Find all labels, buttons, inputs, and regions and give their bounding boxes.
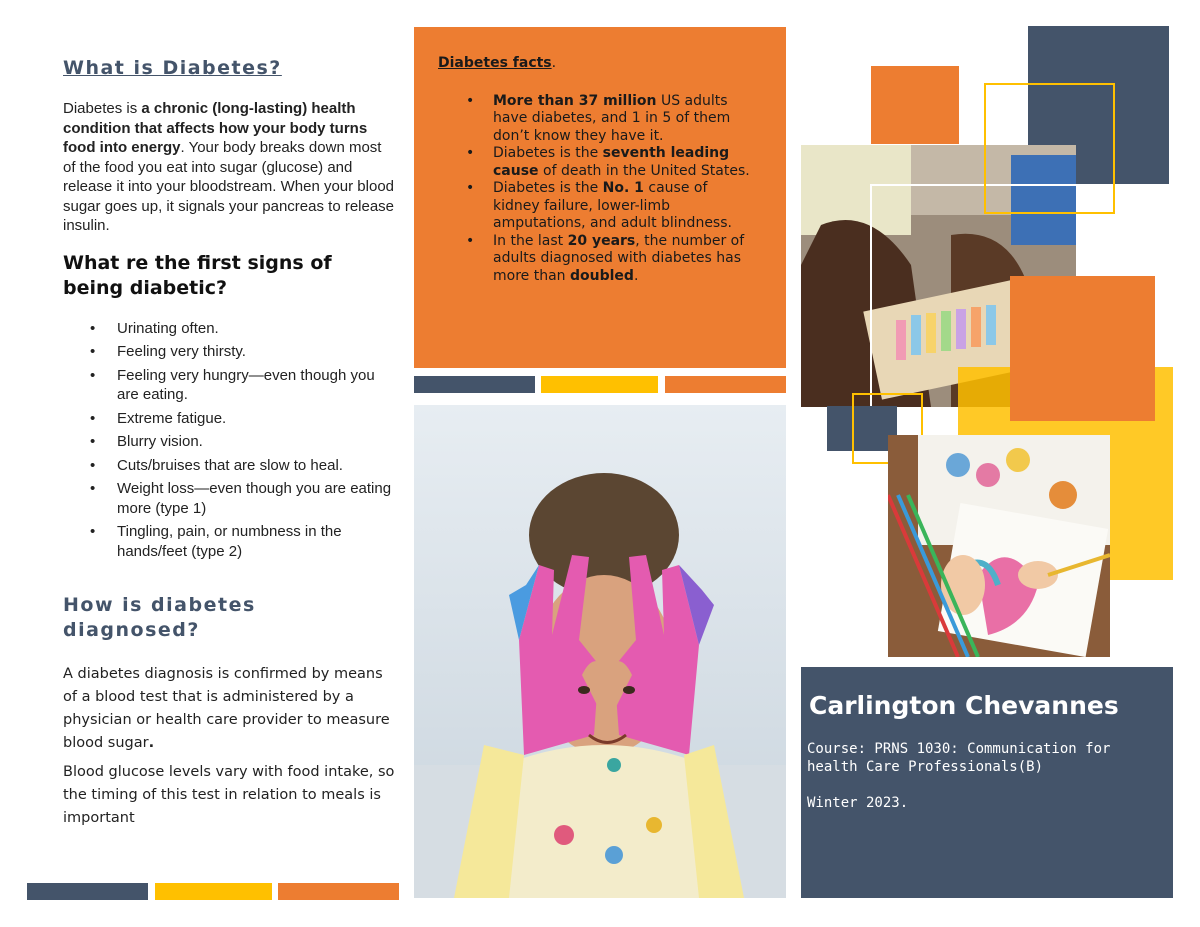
orange-bar [278, 883, 399, 900]
facts-title: Diabetes facts [438, 55, 552, 71]
sign-text: Blurry vision. [117, 433, 203, 450]
sign-text: Feeling very thirsty. [117, 343, 246, 360]
facts-title-period: . [551, 55, 557, 71]
what-is-diabetes-heading: What is Diabetes? [63, 57, 282, 79]
fact-text: In the last [493, 232, 568, 249]
facts-list [438, 93, 758, 286]
bullet-icon: • [90, 433, 96, 450]
facts-panel [414, 27, 786, 368]
fact-item [438, 180, 758, 233]
bullet-icon: • [90, 366, 96, 384]
fact-item [438, 93, 758, 146]
course-info: Course: PRNS 1030: Communication for health Care Professionals(B) [807, 741, 1111, 775]
bullet-icon: • [90, 319, 96, 337]
fact-item [438, 145, 758, 180]
how-diagnosed-heading: How is diabetes diagnosed? [63, 594, 256, 641]
list-item [63, 409, 398, 429]
orange-square [871, 66, 959, 144]
diagnosis-text: A diabetes diagnosis is confirmed by means of a blood test that is administered by a physician or health care provider to measure blood sugar [63, 666, 390, 751]
gold-frame [984, 83, 1115, 214]
intro-paragraph [63, 99, 398, 236]
author-name: Carlington Chevannes [809, 691, 1119, 720]
list-item [63, 479, 398, 518]
fact-item [438, 233, 758, 286]
left-panel [63, 56, 398, 830]
bullet-icon: • [466, 145, 475, 161]
painted-hands-illustration [414, 405, 786, 898]
fact-text: US adults have diabetes, and 1 in 5 of them don’t know they have it. [493, 92, 731, 144]
navy-bar [414, 376, 535, 393]
intro-bold-text: a chronic (long-lasting) health condition that affects how your body turns food into energy [63, 100, 368, 156]
fact-bold-text: doubled [569, 267, 634, 284]
diagnosis-bold-period: . [148, 735, 155, 751]
bullet-icon: • [90, 480, 96, 497]
orange-bar [665, 376, 786, 393]
cover-panel [801, 667, 1173, 898]
fact-text: , the number of adults diagnosed with diabetes has more than [493, 232, 745, 284]
first-signs-heading: What re the first signs of being diabetic? [63, 251, 332, 299]
intro-text: Diabetes is [63, 100, 142, 117]
list-item [63, 342, 398, 362]
fact-text: Diabetes is the [493, 180, 603, 196]
fact-text: of death in the United States. [538, 162, 750, 179]
fact-text: . [633, 267, 639, 284]
bullet-icon: • [90, 456, 96, 474]
navy-bar [27, 883, 148, 900]
diagnosis-paragraph [63, 663, 398, 755]
sign-text: Weight loss—even though you are eating more (type 1) [117, 480, 392, 517]
sign-text: Cuts/bruises that are slow to heal. [117, 456, 343, 474]
list-item [63, 456, 398, 476]
facts-title-line [438, 55, 758, 73]
fact-text: cause of kidney failure, lower-limb amputations, and adult blindness. [493, 180, 732, 231]
sign-text: Tingling, pain, or numbness in the hands/feet (type 2) [117, 523, 342, 560]
gold-bar [155, 883, 272, 900]
fact-bold-text: seventh leading cause [493, 145, 730, 179]
facts-content [438, 55, 758, 285]
signs-list [63, 319, 398, 562]
intro-text-rest: . Your body breaks down most of the food you eat into sugar (glucose) and release it into your bloodstream. When your blood sugar goes up, it signals your pancreas to release insulin. [63, 139, 395, 234]
bullet-icon: • [466, 232, 475, 249]
bullet-icon: • [90, 409, 96, 427]
sign-text: Feeling very hungry—even though you are eating. [117, 366, 375, 403]
drawing-illustration [888, 435, 1110, 657]
drawing-photo [888, 435, 1110, 657]
fact-bold-text: No. 1 [602, 180, 644, 196]
bullet-icon: • [90, 343, 96, 360]
sign-text: Urinating often. [117, 319, 219, 337]
list-item [63, 432, 398, 452]
list-item [63, 522, 398, 561]
gold-bar [541, 376, 658, 393]
painted-hands-photo [414, 405, 786, 898]
term-info: Winter 2023. [807, 795, 909, 811]
glucose-paragraph: Blood glucose levels vary with food intake, so the timing of this test in relation to meals is important [63, 764, 395, 826]
bullet-icon: • [90, 523, 96, 540]
fact-bold-text: More than 37 million [493, 92, 657, 109]
orange-block [1010, 276, 1155, 421]
sign-text: Extreme fatigue. [117, 409, 227, 427]
fact-text: Diabetes is the [493, 145, 603, 161]
fact-bold-text: 20 years [567, 232, 636, 249]
bullet-icon: • [466, 92, 475, 109]
bullet-icon: • [466, 180, 475, 196]
list-item [63, 366, 398, 405]
list-item [63, 319, 398, 339]
